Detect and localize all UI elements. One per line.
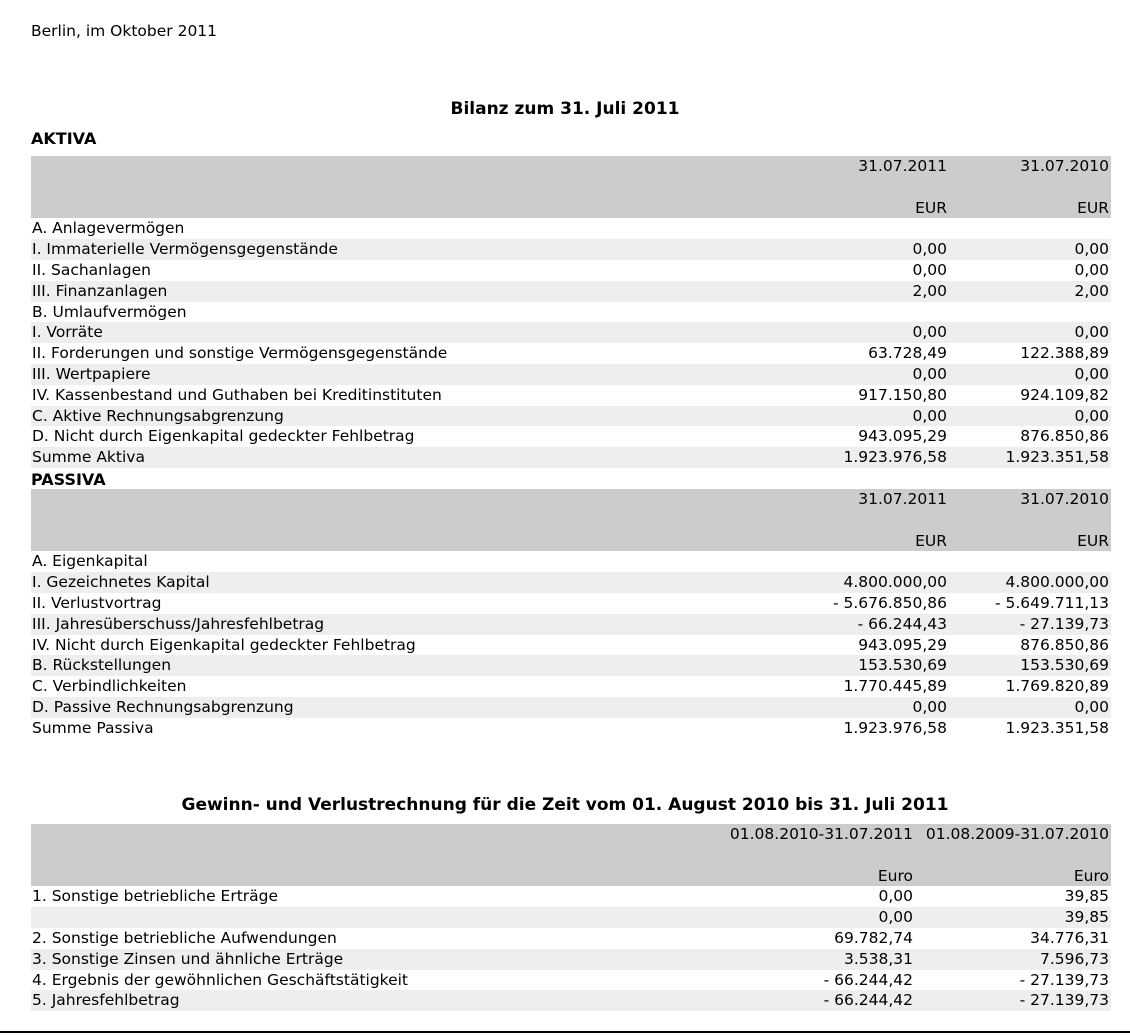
row-value-current: - 66.244,42 (719, 990, 915, 1011)
passiva-col2-unit: EUR (949, 531, 1111, 552)
passiva-header-unit-row (31, 531, 1111, 552)
table-row (31, 406, 1111, 427)
guv-header-unit-row (31, 866, 1111, 887)
table-row (31, 635, 1111, 656)
row-value-previous: 7.596,73 (915, 949, 1111, 970)
row-value-previous: - 27.139,73 (915, 990, 1111, 1011)
table-row (31, 239, 1111, 260)
row-value-current: 2,00 (785, 281, 949, 302)
row-value-previous: 34.776,31 (1030, 928, 1109, 947)
row-label: IV. Nicht durch Eigenkapital gedeckter Fehlbetrag (32, 635, 416, 654)
row-label: C. Aktive Rechnungsabgrenzung (31, 406, 785, 427)
row-value-previous: 4.800.000,00 (949, 572, 1111, 593)
row-label: B. Umlaufvermögen (32, 302, 187, 321)
guv-col1-unit: Euro (719, 866, 915, 887)
table-row (31, 655, 1111, 676)
row-label: 2. Sonstige betriebliche Aufwendungen (32, 928, 337, 947)
balance-sheet-title: Bilanz zum 31. Juli 2011 (450, 99, 680, 119)
aktiva-col1-unit: EUR (785, 198, 949, 219)
table-row (31, 676, 1111, 697)
passiva-col2-date: 31.07.2010 (949, 489, 1111, 510)
table-row (31, 697, 1111, 718)
row-label (31, 907, 719, 928)
bottom-divider (0, 1031, 1130, 1033)
row-value-current: 0,00 (785, 697, 949, 718)
row-value-current: 1.770.445,89 (843, 677, 947, 696)
row-label: 4. Ergebnis der gewöhnlichen Geschäftstätigkeit (32, 970, 409, 989)
row-value-previous: - 27.139,73 (1019, 970, 1109, 989)
row-value-previous: 0,00 (949, 406, 1111, 427)
header-spacer (31, 489, 785, 510)
row-value-previous: 0,00 (949, 239, 1111, 260)
row-label: I. Immaterielle Vermögensgegenstände (31, 239, 785, 260)
aktiva-header-date-row (31, 156, 1111, 177)
row-value-previous (949, 218, 1111, 239)
row-value-previous: 122.388,89 (1020, 344, 1109, 363)
table-row (31, 322, 1111, 343)
row-value-current (785, 551, 949, 572)
row-label: A. Anlagevermögen (32, 219, 185, 238)
aktiva-col2-unit: EUR (949, 198, 1111, 219)
row-value-current: 3.538,31 (719, 949, 915, 970)
row-value-previous: 0,00 (949, 364, 1111, 385)
row-value-previous: 153.530,69 (949, 655, 1111, 676)
row-value-previous: 0,00 (1074, 260, 1109, 279)
table-row (31, 218, 1111, 239)
row-value-current: 0,00 (912, 260, 947, 279)
date-line: Berlin, im Oktober 2011 (31, 22, 218, 40)
table-row (31, 385, 1111, 406)
row-value-current: - 66.244,43 (785, 614, 949, 635)
passiva-body (31, 551, 1111, 738)
guv-col1-period: 01.08.2010-31.07.2011 (719, 824, 915, 845)
row-value-previous: 0,00 (949, 697, 1111, 718)
guv-header-gap-row (31, 845, 1111, 866)
row-label: C. Verbindlichkeiten (32, 677, 187, 696)
table-row (31, 426, 1111, 447)
row-value-previous (949, 302, 1111, 323)
row-value-current: 917.150,80 (858, 385, 947, 404)
row-label: III. Finanzanlagen (31, 281, 785, 302)
row-value-previous: 1.923.351,58 (949, 447, 1111, 468)
passiva-header-date-row (31, 489, 1111, 510)
row-value-current: 943.095,29 (858, 427, 947, 446)
row-label: 3. Sonstige Zinsen und ähnliche Erträge (31, 949, 719, 970)
row-value-current: 0,00 (878, 887, 913, 906)
row-label: B. Rückstellungen (31, 655, 785, 676)
row-value-previous: 39,85 (915, 907, 1111, 928)
table-row (31, 302, 1111, 323)
row-label: I. Gezeichnetes Kapital (31, 572, 785, 593)
table-row (31, 990, 1111, 1011)
row-label: III. Wertpapiere (31, 364, 785, 385)
aktiva-header-gap-row (31, 177, 1111, 198)
table-row (31, 551, 1111, 572)
passiva-heading: PASSIVA (31, 470, 106, 489)
row-value-previous: 876.850,86 (1020, 427, 1109, 446)
row-label: I. Vorräte (31, 322, 785, 343)
aktiva-body (31, 218, 1111, 468)
header-spacer (31, 824, 719, 845)
table-row (31, 949, 1111, 970)
row-value-previous: - 27.139,73 (949, 614, 1111, 635)
passiva-col1-date: 31.07.2011 (785, 489, 949, 510)
table-row (31, 343, 1111, 364)
row-value-current: 63.728,49 (868, 344, 947, 363)
header-spacer (31, 866, 719, 887)
row-value-current: 0,00 (785, 364, 949, 385)
row-value-current: 0,00 (785, 322, 949, 343)
guv-col2-period: 01.08.2009-31.07.2010 (915, 824, 1111, 845)
table-row (31, 572, 1111, 593)
guv-header-period-row (31, 824, 1111, 845)
table-row (31, 260, 1111, 281)
row-value-previous: 0,00 (949, 322, 1111, 343)
table-row (31, 928, 1111, 949)
row-label: 1. Sonstige betriebliche Erträge (32, 887, 279, 906)
row-label: 5. Jahresfehlbetrag (31, 990, 719, 1011)
table-row (31, 281, 1111, 302)
row-value-current: 0,00 (719, 907, 915, 928)
row-label: II. Verlustvortrag (32, 593, 162, 612)
header-spacer (31, 531, 785, 552)
aktiva-header-unit-row (31, 198, 1111, 219)
income-statement-title: Gewinn- und Verlustrechnung für die Zeit vom 01. August 2010 bis 31. Juli 2011 (181, 795, 949, 815)
aktiva-table (31, 156, 1111, 468)
row-value-previous: 876.850,86 (1020, 635, 1109, 654)
table-row (31, 970, 1111, 991)
row-value-current: 4.800.000,00 (785, 572, 949, 593)
aktiva-col2-date: 31.07.2010 (949, 156, 1111, 177)
row-label: III. Jahresüberschuss/Jahresfehlbetrag (31, 614, 785, 635)
row-label: D. Nicht durch Eigenkapital gedeckter Fehlbetrag (32, 427, 415, 446)
row-label: D. Passive Rechnungsabgrenzung (31, 697, 785, 718)
row-value-current: 69.782,74 (834, 928, 913, 947)
income-statement-table (31, 824, 1111, 1011)
header-spacer (31, 198, 785, 219)
table-row (31, 447, 1111, 468)
row-value-previous: 2,00 (949, 281, 1111, 302)
row-value-current: 1.923.976,58 (785, 447, 949, 468)
row-value-current: - 66.244,42 (823, 970, 913, 989)
header-spacer (31, 156, 785, 177)
guv-body (31, 886, 1111, 1011)
row-value-current: 0,00 (785, 239, 949, 260)
table-row (31, 364, 1111, 385)
table-row (31, 886, 1111, 907)
passiva-header-gap-row (31, 510, 1111, 531)
row-value-current: 0,00 (785, 406, 949, 427)
row-value-previous: 1.923.351,58 (1005, 718, 1109, 737)
aktiva-col1-date: 31.07.2011 (785, 156, 949, 177)
row-value-previous: - 5.649.711,13 (994, 593, 1109, 612)
table-row (31, 718, 1111, 739)
row-value-current: 943.095,29 (858, 635, 947, 654)
row-value-current: 1.923.976,58 (843, 718, 947, 737)
table-row (31, 907, 1111, 928)
row-value-previous: 39,85 (1064, 887, 1109, 906)
row-value-previous: 1.769.820,89 (1005, 677, 1109, 696)
row-value-current: - 5.676.850,86 (832, 593, 947, 612)
table-row (31, 614, 1111, 635)
row-label: Summe Passiva (32, 718, 154, 737)
guv-col2-unit: Euro (915, 866, 1111, 887)
aktiva-heading: AKTIVA (31, 129, 97, 148)
table-row (31, 593, 1111, 614)
row-label: II. Forderungen und sonstige Vermögensgegenstände (32, 344, 448, 363)
row-value-current (785, 302, 949, 323)
row-value-current: 153.530,69 (785, 655, 949, 676)
row-value-previous: 924.109,82 (1020, 385, 1109, 404)
passiva-table (31, 489, 1111, 739)
row-label: Summe Aktiva (31, 447, 785, 468)
passiva-col1-unit: EUR (785, 531, 949, 552)
row-value-previous (949, 551, 1111, 572)
row-label: II. Sachanlagen (32, 260, 152, 279)
row-label: IV. Kassenbestand und Guthaben bei Kreditinstituten (32, 385, 442, 404)
row-label: A. Eigenkapital (32, 552, 148, 571)
row-value-current (785, 218, 949, 239)
